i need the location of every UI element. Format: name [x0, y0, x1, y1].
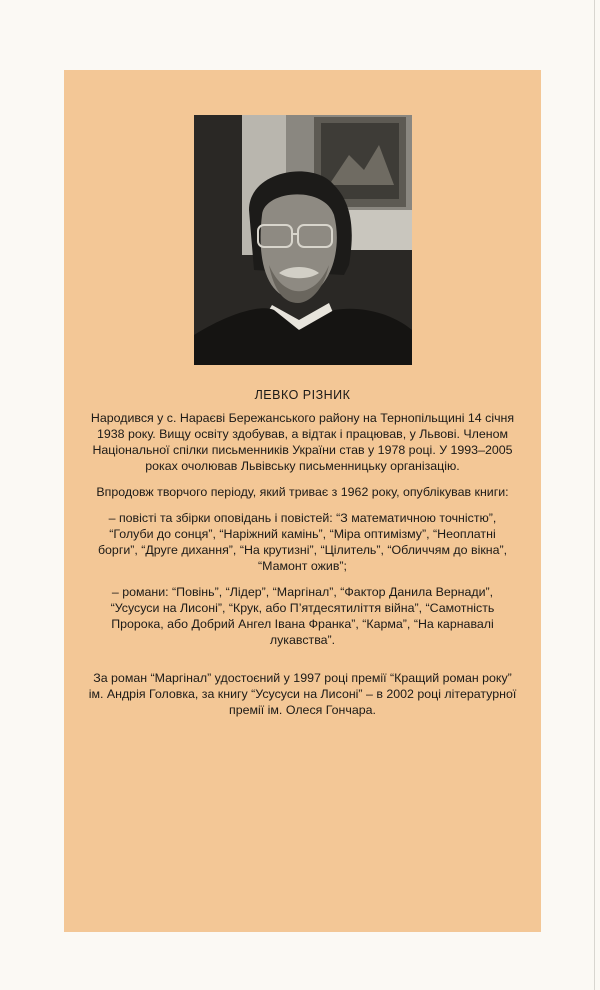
bio-stories-list: – повісті та збірки оповідань і повістей: “З математичною точністю”, “Голуби до сонця”, “Наріжний камінь”, “Міра оптимізму”, “Неоплатні борги”, “Друге дихання”, “На крутизні”, “Цілитель”, “Обличчям до вікна”, “Мамонт ожив”;: [97, 511, 508, 573]
author-biography: [88, 410, 517, 718]
book-back-cover: [64, 70, 541, 932]
bio-awards: За роман “Маргінал” удостоєний у 1997 році премії “Кращий роман року” ім. Андрія Головка, за книгу “Усусуси на Лисоні” – в 2002 році літературної премії ім. Олеся Гончара.: [88, 671, 517, 717]
bio-intro: Народився у с. Нараєві Бережанського району на Тернопільщині 14 січня 1938 року. Вищу освіту здобував, а відтак і працював, у Львові. Членом Національної спілки письменників України став у 1978 році. У 1993–2005 роках очолював Львівську письменницьку організацію.: [90, 411, 515, 473]
bio-novels-list: – романи: “Повінь”, “Лідер”, “Маргінал”, “Фактор Данила Вернади”, “Усусуси на Лисоні”, “Крук, або П’ятдесятиліття війна”, “Самотність Пророка, або Добрий Ангел Івана Франка”, “Карма”, “На карнавалі лукавства”.: [110, 585, 495, 647]
author-photo: [194, 115, 412, 365]
page-edge-line: [594, 0, 595, 990]
author-name: ЛЕВКО РІЗНИК: [254, 388, 351, 402]
bio-creative-period: Впродовж творчого періоду, який триває з 1962 року, опублікував книги:: [96, 485, 509, 499]
portrait-image: [194, 115, 412, 365]
